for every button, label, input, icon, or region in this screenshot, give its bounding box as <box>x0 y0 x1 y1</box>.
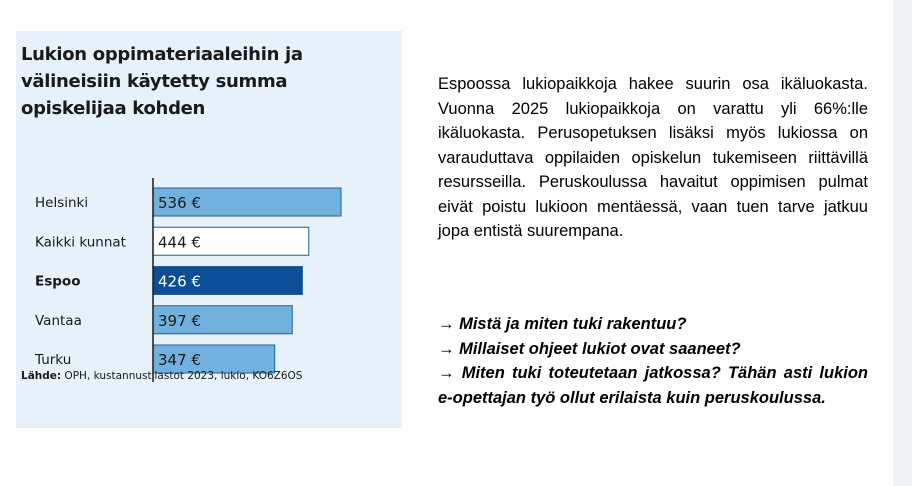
source-label: Lähde: <box>21 370 62 382</box>
bar-value-label: 444 € <box>158 233 201 252</box>
category-label: Vantaa <box>35 312 82 329</box>
body-paragraph: Espoossa lukiopaikkoja hakee suurin osa ikäluokasta. Vuonna 2025 lukiopaikkoja on varattu yli 66%:lle ikäluokasta. Perusopetuksen lisäksi myös lukiossa on varauduttava oppilaiden opiskelun tukemiseen riittävillä resursseilla. Peruskoulussa havaitut oppimisen pulmat eivät poistu lukioon mentäessä, vaan tuen tarve jatkuu jopa entistä suurempana. <box>438 75 868 240</box>
category-label: Espoo <box>35 273 81 290</box>
category-label: Helsinki <box>35 195 89 211</box>
bar-value-label: 397 € <box>158 311 201 330</box>
source-text: OPH, kustannustilastot 2023, lukio, KO6Z6OS <box>61 370 303 382</box>
category-label: Kaikki kunnat <box>35 234 126 251</box>
bar-value-label: 536 € <box>158 194 201 212</box>
chart-title: Lukion oppimateriaaleihin ja välineisiin käytetty summa opiskelijaa kohden <box>21 44 303 119</box>
category-label: Turku <box>35 352 72 368</box>
question-list <box>438 312 868 410</box>
chart-source <box>21 370 302 382</box>
question-item: → Millaiset ohjeet lukiot ovat saaneet? <box>438 339 741 358</box>
bar-value-label: 426 € <box>158 272 201 291</box>
question-item: → Mistä ja miten tuki rakentuu? <box>438 315 687 333</box>
scrollbar-track[interactable] <box>893 0 912 486</box>
bar-value-label: 347 € <box>158 351 201 369</box>
question-item: → Miten tuki toteutetaan jatkossa? Tähän asti lukion e-opettajan työ ollut erilaista kuin peruskoulussa. <box>438 364 868 407</box>
